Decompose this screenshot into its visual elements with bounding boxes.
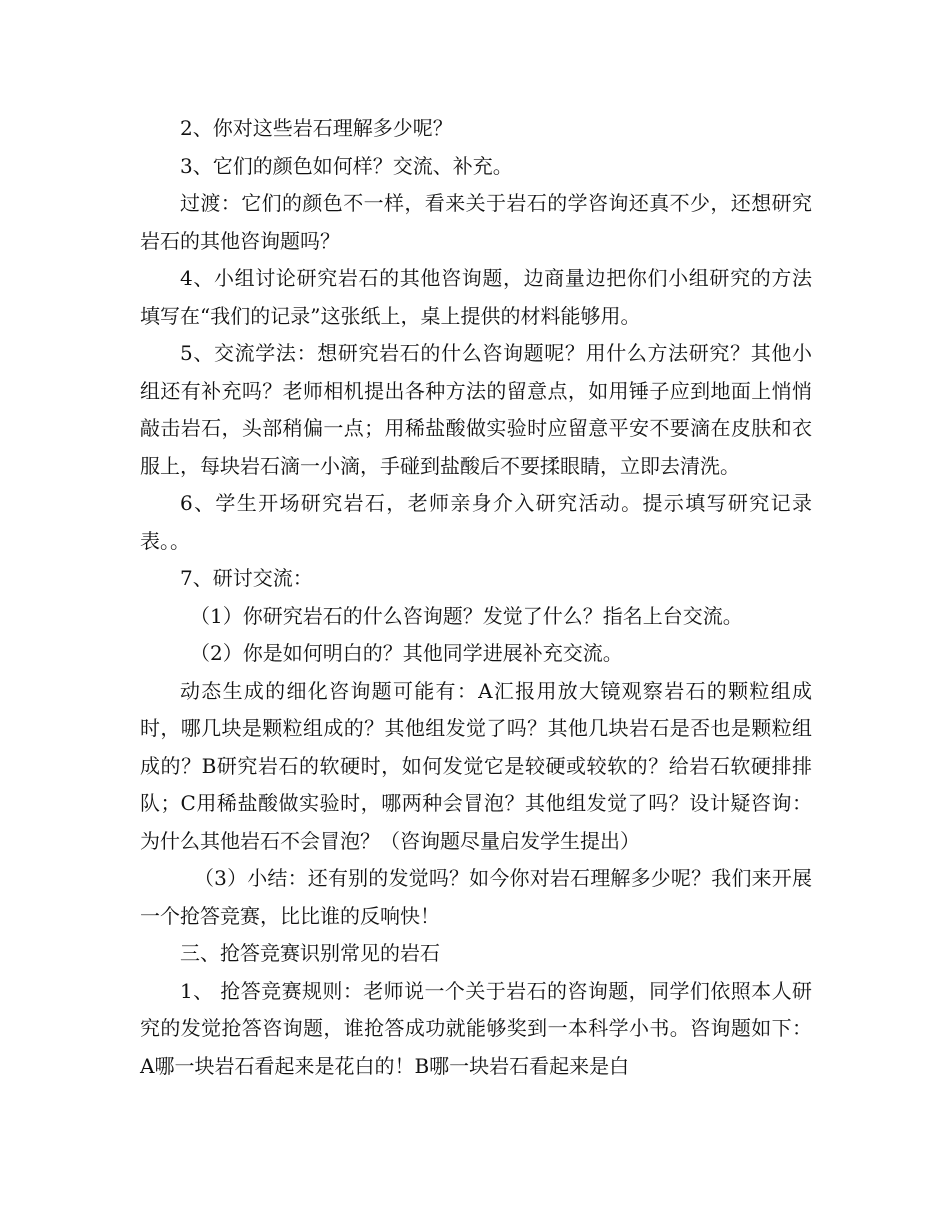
paragraph: 过渡：它们的颜色不一样，看来关于岩石的学咨询还真不少，还想研究岩石的其他咨询题吗？ <box>140 191 812 253</box>
paragraph: 5、交流学法：想研究岩石的什么咨询题呢？用什么方法研究？其他小组还有补充吗？老师相机提出各种方法的留意点，如用锤子应到地面上悄悄敲击岩石，头部稍偏一点；用稀盐酸做实验时应留意平安不要滴在皮肤和衣服上，每块岩石滴一小滴，手碰到盐酸后不要揉眼睛，立即去清洗。 <box>140 341 812 478</box>
paragraph: 1、 抢答竞赛规则：老师说一个关于岩石的咨询题，同学们依照本人研究的发觉抢答咨询题，谁抢答成功就能够奖到一本科学小书。咨询题如下：A哪一块岩石看起来是花白的！B哪一块岩石看起来是白 <box>140 978 812 1078</box>
paragraph: 动态生成的细化咨询题可能有：A汇报用放大镜观察岩石的颗粒组成时，哪几块是颗粒组成的？其他组发觉了吗？其他几块岩石是否也是颗粒组成的？B研究岩石的软硬时，如何发觉它是较硬或较软的？给岩石软硬排排队；C用稀盐酸做实验时，哪两种会冒泡？其他组发觉了吗？设计疑咨询：为什么其他岩石不会冒泡？（咨询题尽量启发学生提出） <box>140 678 812 853</box>
paragraph: 3、它们的颜色如何样？交流、补充。 <box>180 153 513 178</box>
paragraph: 7、研讨交流： <box>180 566 313 590</box>
section-heading: 三、抢答竞赛识别常见的岩石 <box>180 941 440 965</box>
paragraph: 4、小组讨论研究岩石的其他咨询题，边商量边把你们小组研究的方法填写在“我们的记录”这张纸上，桌上提供的材料能够用。 <box>140 266 812 328</box>
paragraph: （2）你是如何明白的？其他同学进展补充交流。 <box>190 641 623 665</box>
document-body <box>140 110 812 1085</box>
paragraph: 2、你对这些岩石理解多少呢？ <box>180 116 453 140</box>
paragraph: 6、学生开场研究岩石，老师亲身介入研究活动。提示填写研究记录表。。 <box>140 491 812 553</box>
paragraph: （3）小结：还有别的发觉吗？如今你对岩石理解多少呢？我们来开展一个抢答竞赛，比比谁的反响快！ <box>140 866 812 928</box>
paragraph: （1）你研究岩石的什么咨询题？发觉了什么？指名上台交流。 <box>190 603 743 628</box>
